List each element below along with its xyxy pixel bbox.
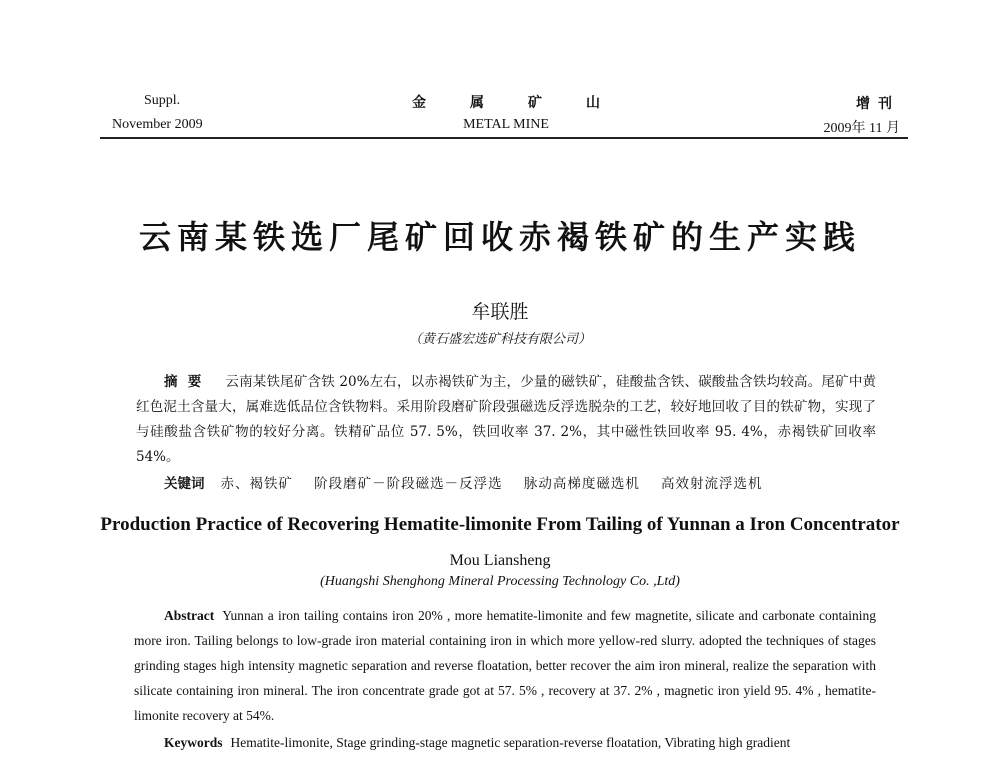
keywords-cn-text: 赤、褐铁矿 阶段磨矿－阶段磁选－反浮选 脉动高梯度磁选机 高效射流浮选机 <box>220 476 763 492</box>
header-journal-cn: 金属矿山 <box>412 96 644 111</box>
abstract-en-label: Abstract <box>164 608 215 623</box>
header-rule <box>100 137 908 139</box>
abstract-en-text: Yunnan a iron tailing contains iron 20% , more hematite-limonite and few magnetite, silicate and carbonate containing more iron. Tailing belongs to low-grade iron material containing iron in which more yellow-red slurry. adopted the techniques of stages grinding stages high intensity magnetic separation and reverse floatation, better recover the aim iron mineral, realize the separation with silicate containing iron mineral. The iron concentrate grade got at 57. 5% , recovery at 37. 2% , magnetic iron yield 95. 4% , hematite-limonite recovery at 54%. <box>134 608 876 723</box>
header-date-en: November 2009 <box>112 117 203 132</box>
keywords-en <box>164 735 876 751</box>
author-cn: 牟联胜 <box>471 301 529 323</box>
abstract-cn-label: 摘要 <box>164 374 212 390</box>
abstract-cn <box>136 370 876 470</box>
header-suppl: Suppl. <box>144 93 181 108</box>
paper-title-cn: 云南某铁选厂尾矿回收赤褐铁矿的生产实践 <box>138 218 861 256</box>
paper-title-en: Production Practice of Recovering Hematite-limonite From Tailing of Yunnan a Iron Concentrator <box>100 514 900 535</box>
affiliation-cn: （黄石盛宏选矿科技有限公司） <box>408 332 591 347</box>
author-en: Mou Liansheng <box>449 552 551 569</box>
affiliation-en: (Huangshi Shenghong Mineral Processing Technology Co. ,Ltd) <box>320 574 680 589</box>
abstract-en <box>134 603 876 728</box>
header-supplement-cn: 增刊 <box>856 97 900 112</box>
keywords-en-text: Hematite-limonite, Stage grinding-stage magnetic separation-reverse floatation, Vibrating high gradient <box>230 735 791 750</box>
abstract-cn-text: 云南某铁尾矿含铁 20%左右，以赤褐铁矿为主，少量的磁铁矿，硅酸盐含铁、碳酸盐含铁均较高。尾矿中黄红色泥土含量大，属难选低品位含铁物料。采用阶段磨矿阶段强磁选反浮选脱杂的工艺，较好地回收了目的铁矿物，实现了与硅酸盐含铁矿物的较好分离。铁精矿品位 57. 5%，铁回收率 37. 2%，其中磁性铁回收率 95. 4%，赤褐铁矿回收率 54%。 <box>136 374 877 465</box>
keywords-cn <box>164 472 763 492</box>
header-date-cn: 2009年 11 月 <box>823 121 900 136</box>
keywords-cn-label: 关键词 <box>164 476 205 492</box>
keywords-en-label: Keywords <box>164 735 223 750</box>
running-header <box>112 90 900 140</box>
header-journal-en: METAL MINE <box>463 117 549 132</box>
